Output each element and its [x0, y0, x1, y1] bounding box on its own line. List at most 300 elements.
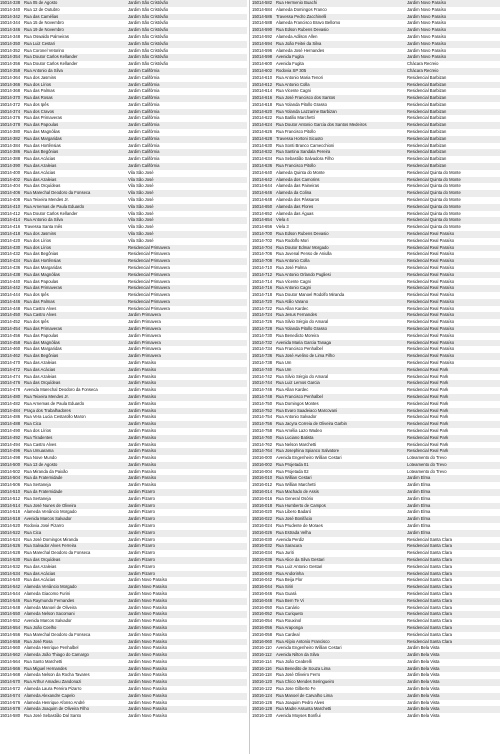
- street-name: Rua João Coelho: [24, 624, 57, 630]
- neighborhood-name: Vila São José: [128, 217, 154, 223]
- neighborhood-name: Jardim Califórnia: [128, 163, 160, 169]
- street-name: Alameda Giacomo Furini: [24, 590, 71, 596]
- cep-code: 15014-502: [0, 468, 21, 474]
- neighborhood-name: Jardim Elma: [407, 482, 431, 488]
- street-name: Alameda Quinta do Monte: [276, 169, 325, 175]
- table-row: [252, 591, 500, 598]
- street-name: Rua Rouxinol: [276, 618, 302, 624]
- street-name: Rua das Azaleias: [24, 176, 57, 182]
- street-name: Alameda Laura Pereira Pizarro: [24, 686, 82, 692]
- street-name: Rua das Orquídeas: [24, 183, 61, 189]
- cep-code: 15014-596: [252, 47, 273, 53]
- table-row: [252, 0, 500, 7]
- street-name: Rua Cardeal: [276, 631, 300, 637]
- cep-code: 15016-054: [252, 618, 273, 624]
- street-name: Rua Alípio Antonio Francisco: [276, 638, 330, 644]
- cep-code: 15014-574: [0, 692, 21, 698]
- cep-code: 15016-012: [252, 482, 273, 488]
- cep-code: 15014-446: [0, 298, 21, 304]
- table-row: [0, 82, 247, 89]
- neighborhood-name: Residencial Primavera: [128, 251, 170, 257]
- neighborhood-name: Residencial Real Paraíso: [407, 264, 455, 270]
- cep-code: 15014-614: [252, 88, 273, 94]
- cep-code: 15016-022: [252, 516, 273, 522]
- street-name: Rua José Bonifácio: [276, 516, 313, 522]
- street-name: Rua das Papoulas: [24, 332, 59, 338]
- table-row: [252, 700, 500, 707]
- cep-code: 15014-384: [0, 142, 21, 148]
- cep-code: 15014-620: [252, 108, 273, 114]
- cep-code: 15014-430: [0, 244, 21, 250]
- cep-code: 15016-122: [252, 686, 273, 692]
- cep-code: 15016-000: [252, 455, 273, 461]
- cep-code: 15014-344: [0, 20, 21, 26]
- cep-code: 15014-582: [252, 0, 273, 5]
- neighborhood-name: Jardim Pizarro: [128, 489, 155, 495]
- neighborhood-name: Jardim Novo Paraíso: [128, 686, 168, 692]
- street-name: Rua da Fraternidade: [24, 475, 63, 481]
- street-name: Rua das Camélias: [24, 13, 59, 19]
- street-name: Rua José Nunes de Oliveira: [24, 502, 77, 508]
- street-name: Rua dos Lírios: [24, 237, 51, 243]
- table-row: [0, 482, 247, 489]
- table-row: [0, 516, 247, 523]
- neighborhood-name: Residencial Real Paraíso: [407, 312, 455, 318]
- cep-code: 15014-570: [0, 679, 21, 685]
- neighborhood-name: Residencial Real Paraíso: [407, 285, 455, 291]
- neighborhood-name: Jardim Elma: [407, 489, 431, 495]
- cep-code: 15014-548: [0, 604, 21, 610]
- table-row: [252, 204, 500, 211]
- neighborhood-name: Residencial Barbizan: [407, 81, 447, 87]
- table-row: [252, 14, 500, 21]
- neighborhood-name: Jardim Califórnia: [128, 149, 160, 155]
- cep-code: 15014-726: [252, 319, 273, 325]
- cep-code: 15016-118: [252, 672, 272, 678]
- cep-code: 15014-506: [0, 482, 21, 488]
- neighborhood-name: Jardim São Cristóvão: [128, 20, 169, 26]
- neighborhood-name: Jardim Bela Vista: [407, 713, 440, 719]
- neighborhood-name: Jardim Novo Paraíso: [128, 706, 168, 712]
- street-name: Rodovia José Pizarro: [24, 523, 64, 529]
- neighborhood-name: Jardim Bela Vista: [407, 645, 440, 651]
- table-row: [0, 503, 247, 510]
- neighborhood-name: Jardim Elma: [407, 516, 431, 522]
- cep-code: 15014-598: [252, 54, 273, 60]
- cep-code: 15014-748: [252, 393, 273, 399]
- table-row: [252, 503, 500, 510]
- street-name: Rua Bem Te Vi: [276, 597, 304, 603]
- street-name: Rua Marechal Deodoro da Fonseca: [24, 550, 91, 556]
- street-name: Alameda José Hernandes: [276, 47, 325, 53]
- table-row: [0, 448, 247, 455]
- neighborhood-name: Residencial Santa Clara: [407, 584, 452, 590]
- neighborhood-name: Vila São José: [128, 190, 154, 196]
- cep-code: 15016-060: [252, 638, 273, 644]
- street-name: Rua das Margaridas: [24, 264, 62, 270]
- cep-code: 15016-050: [252, 604, 273, 610]
- table-row: [252, 95, 500, 102]
- street-name: Praça dos Trabalhadores: [24, 407, 71, 413]
- street-name: Rua das Begônias: [24, 149, 59, 155]
- street-name: Rua José Palma: [276, 264, 307, 270]
- cep-code: 15014-378: [0, 122, 21, 128]
- street-name: Rua José Domingos Miranda: [24, 536, 78, 542]
- cep-code: 15014-732: [252, 339, 273, 345]
- table-row: [0, 428, 247, 435]
- neighborhood-name: Residencial Santa Clara: [407, 563, 452, 569]
- cep-code: 15014-368: [0, 88, 21, 94]
- table-row: [252, 61, 500, 68]
- table-row: [252, 54, 500, 61]
- table-row: [0, 496, 247, 503]
- cep-code: 15014-414: [0, 217, 21, 223]
- street-name: Avenida Nilton da Silva: [276, 652, 319, 658]
- neighborhood-name: Residencial Quinta do Monte: [407, 183, 461, 189]
- neighborhood-name: Jardim Novo Paraíso: [407, 6, 447, 12]
- cep-code: 15014-438: [0, 271, 21, 277]
- neighborhood-name: Residencial Barbizan: [407, 101, 447, 107]
- street-name: Rua Projetada 01: [276, 461, 309, 467]
- table-row: [0, 75, 247, 82]
- cep-code: 15014-600: [252, 61, 273, 67]
- cep-code: 15014-700: [252, 230, 273, 236]
- neighborhood-name: Loteamento do Trevo: [407, 461, 447, 467]
- table-row: [252, 414, 500, 421]
- neighborhood-name: Residencial Quinta do Monte: [407, 169, 461, 175]
- table-row: [0, 279, 247, 286]
- table-row: [0, 143, 247, 150]
- neighborhood-name: Jardim Novo Paraíso: [407, 40, 447, 46]
- table-row: [252, 170, 500, 177]
- table-row: [0, 231, 247, 238]
- street-name: Rua Doutor Carlos Kellander: [24, 54, 78, 60]
- table-row: [0, 571, 247, 578]
- table-row: [252, 455, 500, 462]
- neighborhood-name: Residencial Barbizan: [407, 88, 447, 94]
- neighborhood-name: Residencial Primavera: [128, 305, 170, 311]
- neighborhood-name: Jardim São Cristóvão: [128, 27, 169, 33]
- street-name: Rua dos Lírios: [24, 244, 51, 250]
- table-row: [0, 435, 247, 442]
- neighborhood-name: Residencial Real Park: [407, 427, 449, 433]
- cep-code: 15014-478: [0, 387, 21, 393]
- cep-code: 15014-338: [0, 0, 21, 5]
- street-name: Rua das Acácias: [24, 156, 56, 162]
- street-name: Rua Saracura: [276, 543, 302, 549]
- street-name: Rua das Azaleias: [24, 373, 57, 379]
- neighborhood-name: Residencial Primavera: [128, 292, 170, 298]
- cep-code: 15014-754: [252, 414, 273, 420]
- neighborhood-name: Residencial Real Paraíso: [407, 353, 455, 359]
- cep-code: 15016-014: [252, 489, 273, 495]
- table-row: [252, 706, 500, 713]
- street-name: Rua dos Cravos: [24, 108, 55, 114]
- cep-code: 15014-610: [252, 74, 273, 80]
- neighborhood-name: Residencial Santa Clara: [407, 577, 452, 583]
- neighborhood-name: Jardim Paraíso: [128, 482, 157, 488]
- table-row: [252, 82, 500, 89]
- neighborhood-name: Residencial Barbizan: [407, 135, 447, 141]
- table-row: [0, 523, 247, 530]
- table-row: [0, 462, 247, 469]
- cep-code: 15016-018: [252, 502, 273, 508]
- cep-code: 15014-746: [252, 387, 273, 393]
- street-name: Alameda Manoel de Oliveira: [24, 604, 77, 610]
- cep-code: 15014-738: [252, 360, 273, 366]
- cep-code: 15016-016: [252, 495, 273, 501]
- neighborhood-name: Residencial Barbizan: [407, 115, 447, 121]
- table-row: [252, 625, 500, 632]
- neighborhood-name: Residencial Santa Clara: [407, 618, 452, 624]
- cep-code: 15014-566: [0, 665, 21, 671]
- table-row: [0, 686, 247, 693]
- neighborhood-name: Jardim Novo Paraíso: [128, 672, 168, 678]
- neighborhood-name: Jardim Paraíso: [128, 468, 157, 474]
- street-name: Avenida Fugita: [276, 54, 304, 60]
- neighborhood-name: Jardim Paraíso: [128, 475, 157, 481]
- table-row: [252, 584, 500, 591]
- street-name: Rua das Azaleias: [24, 163, 57, 169]
- table-row: [252, 353, 500, 360]
- table-row: [252, 238, 500, 245]
- neighborhood-name: Jardim Califórnia: [128, 67, 160, 73]
- table-row: [0, 509, 247, 516]
- cep-code: 15014-510: [0, 489, 21, 495]
- cep-code: 15014-654: [252, 217, 273, 223]
- street-name: Rua das Magnólias: [24, 129, 60, 135]
- street-name: Rua das Acácias: [24, 169, 56, 175]
- neighborhood-name: Jardim Primavera: [128, 339, 161, 345]
- table-row: [252, 442, 500, 449]
- table-row: [252, 312, 500, 319]
- street-name: Rua dos Ipês: [24, 292, 49, 298]
- table-row: [0, 455, 247, 462]
- table-row: [252, 122, 500, 129]
- neighborhood-name: Jardim Bela Vista: [407, 672, 440, 678]
- cep-code: 15014-740: [252, 366, 273, 372]
- table-row: [0, 88, 247, 95]
- neighborhood-name: Jardim Novo Paraíso: [407, 20, 447, 26]
- cep-code: 15014-744: [252, 380, 273, 386]
- street-name: Avenida Perdiz: [276, 536, 305, 542]
- cep-code: 15014-712: [252, 271, 273, 277]
- table-row: [0, 326, 247, 333]
- street-name: Rua Miranda da Paixão: [24, 468, 68, 474]
- table-row: [252, 380, 500, 387]
- neighborhood-name: Residencial Santa Clara: [407, 611, 452, 617]
- table-row: [0, 666, 247, 673]
- cep-code: 15014-586: [252, 13, 273, 19]
- cep-code: 15014-472: [0, 366, 21, 372]
- street-name: Rua Benedito de Souza Lima: [276, 665, 331, 671]
- neighborhood-name: Vila São José: [128, 169, 154, 175]
- table-row: [0, 367, 247, 374]
- table-row: [0, 353, 247, 360]
- cep-code: 15016-130: [252, 713, 273, 719]
- neighborhood-name: Jardim Novo Paraíso: [128, 624, 168, 630]
- table-row: [252, 136, 500, 143]
- cep-code: 15014-656: [252, 224, 273, 230]
- street-name: Rua José Francisco dos Santos: [276, 95, 336, 101]
- street-name: Rua Arnemas de Paula Eduardo: [24, 203, 85, 209]
- table-row: [252, 326, 500, 333]
- cep-code: 15016-042: [252, 577, 273, 583]
- table-row: [252, 557, 500, 564]
- table-row: [0, 115, 247, 122]
- table-row: [252, 394, 500, 401]
- street-name: Rua Sertaneja: [24, 495, 51, 501]
- neighborhood-name: Jardim Califórnia: [128, 129, 160, 135]
- cep-code: 15014-648: [252, 196, 273, 202]
- neighborhood-name: Jardim Paraíso: [128, 421, 157, 427]
- cep-code: 15014-514: [0, 502, 21, 508]
- cep-code: 15016-020: [252, 509, 273, 515]
- table-row: [0, 693, 247, 700]
- neighborhood-name: Residencial Barbizan: [407, 129, 447, 135]
- cep-code: 15014-372: [0, 101, 21, 107]
- table-row: [0, 224, 247, 231]
- neighborhood-name: Jardim Pizarro: [128, 570, 155, 576]
- cep-code: 15014-710: [252, 264, 273, 270]
- table-row: [0, 550, 247, 557]
- neighborhood-name: Jardim Paraíso: [128, 380, 157, 386]
- neighborhood-name: Jardim Pizarro: [128, 536, 155, 542]
- neighborhood-name: Jardim Bela Vista: [407, 679, 440, 685]
- cep-code: 15014-480: [0, 393, 21, 399]
- neighborhood-name: Jardim Bela Vista: [407, 692, 440, 698]
- cep-code: 15014-594: [252, 40, 273, 46]
- street-name: Rua Doutor Carlos Kellander: [24, 210, 78, 216]
- street-name: Rua Marechal Deodoro da Fonseca: [24, 190, 91, 196]
- neighborhood-name: Vila São José: [128, 210, 154, 216]
- street-name: Alameda Adilson Allen: [276, 33, 318, 39]
- street-name: Avenida Marcos Salvador: [24, 618, 72, 624]
- cep-code: 15014-750: [252, 400, 273, 406]
- table-row: [252, 245, 500, 252]
- table-row: [0, 272, 247, 279]
- neighborhood-name: Residencial Santa Clara: [407, 543, 452, 549]
- street-name: Rua Antonio Cagni: [276, 285, 311, 291]
- cep-code: 15014-496: [0, 448, 21, 454]
- table-row: [252, 679, 500, 686]
- street-name: Rua Alice da Silva Gestari: [276, 557, 325, 562]
- street-name: Rua Juvenal Penso de Aniulla: [276, 251, 332, 257]
- street-name: Rua das Magnólias: [24, 339, 60, 345]
- cep-code: 15014-534: [0, 570, 21, 576]
- table-row: [252, 183, 500, 190]
- neighborhood-name: Residencial Real Paraíso: [407, 251, 455, 257]
- neighborhood-name: Jardim Paraíso: [128, 387, 157, 393]
- cep-code: 15014-560: [0, 645, 21, 651]
- cep-code: 15014-382: [0, 135, 21, 141]
- table-row: [252, 217, 500, 224]
- cep-code: 15014-742: [252, 373, 273, 379]
- cep-code: 15014-642: [252, 176, 273, 182]
- neighborhood-name: Jardim Califórnia: [128, 135, 160, 141]
- cep-code: 15014-450: [0, 312, 21, 318]
- cep-code: 15014-652: [252, 210, 273, 216]
- table-row: [0, 170, 247, 177]
- table-row: [252, 68, 500, 75]
- neighborhood-name: Residencial Real Paraíso: [407, 305, 455, 311]
- table-row: [252, 115, 500, 122]
- table-row: [0, 149, 247, 156]
- cep-code: 15014-504: [0, 475, 21, 481]
- table-row: [0, 387, 247, 394]
- neighborhood-name: Jardim Novo Paraíso: [128, 713, 168, 719]
- neighborhood-name: Residencial Barbizan: [407, 156, 447, 162]
- table-row: [0, 190, 247, 197]
- neighborhood-name: Residencial Real Park: [407, 387, 449, 393]
- table-row: [252, 190, 500, 197]
- street-name: Rua Luciano Batista: [276, 434, 314, 440]
- table-row: [0, 346, 247, 353]
- neighborhood-name: Jardim Novo Paraíso: [128, 597, 168, 603]
- street-name: Rua Cica: [24, 529, 42, 535]
- street-name: Rua das Acácias: [24, 570, 56, 576]
- cep-code: 15014-388: [0, 156, 21, 162]
- table-row: [252, 333, 500, 340]
- street-name: Rua das Acácias: [24, 577, 56, 583]
- table-row: [252, 428, 500, 435]
- table-row: [252, 143, 500, 150]
- cep-code: 15014-516: [0, 509, 21, 515]
- table-row: [252, 346, 500, 353]
- neighborhood-name: Residencial Real Park: [407, 366, 449, 372]
- table-row: [252, 7, 500, 14]
- cep-code: 15014-724: [252, 312, 273, 318]
- neighborhood-name: Jardim Novo Paraíso: [128, 611, 168, 617]
- cep-code: 15014-644: [252, 183, 273, 189]
- neighborhood-name: Jardim Pizarro: [128, 550, 155, 556]
- cep-code: 15016-034: [252, 550, 273, 556]
- table-row: [0, 543, 247, 550]
- street-name: Rua das Primaveras: [24, 115, 62, 121]
- street-name: Rua dos Lírios: [24, 81, 51, 87]
- cep-code: 15014-458: [0, 339, 21, 345]
- neighborhood-name: Loteamento do Trevo: [407, 455, 447, 461]
- table-row: [0, 7, 247, 14]
- street-name: Rua Doutor Carlos Kellander: [24, 61, 78, 67]
- table-row: [252, 265, 500, 272]
- cep-code: 15014-340: [0, 6, 21, 12]
- cep-code: 15014-416: [0, 224, 21, 230]
- table-row: [252, 693, 500, 700]
- cep-code: 15014-348: [0, 33, 21, 39]
- table-row: [252, 224, 500, 231]
- cep-code: 15014-650: [252, 203, 273, 209]
- neighborhood-name: Jardim Pizarro: [128, 543, 155, 549]
- cep-code: 15014-374: [0, 108, 21, 114]
- street-name: Rua Machado de Assis: [276, 489, 319, 495]
- table-row: [252, 258, 500, 265]
- street-name: Alameda Nelson Sacomani: [24, 611, 75, 617]
- table-row: [252, 102, 500, 109]
- neighborhood-name: Jardim Novo Paraíso: [407, 13, 447, 19]
- street-name: Rua Josephina Spianco Salvatore: [276, 448, 340, 454]
- street-name: Rua 12 de Outubro: [24, 6, 60, 12]
- neighborhood-name: Residencial Primavera: [128, 258, 170, 264]
- neighborhood-name: Residencial Real Paraíso: [407, 244, 455, 250]
- neighborhood-name: Jardim Califórnia: [128, 108, 160, 114]
- street-name: Viela 4: [276, 217, 289, 223]
- cep-code: 15014-350: [0, 40, 21, 46]
- cep-code: 15014-590: [252, 27, 273, 33]
- table-row: [252, 251, 500, 258]
- table-row: [252, 421, 500, 428]
- neighborhood-name: Jardim Califórnia: [128, 81, 160, 87]
